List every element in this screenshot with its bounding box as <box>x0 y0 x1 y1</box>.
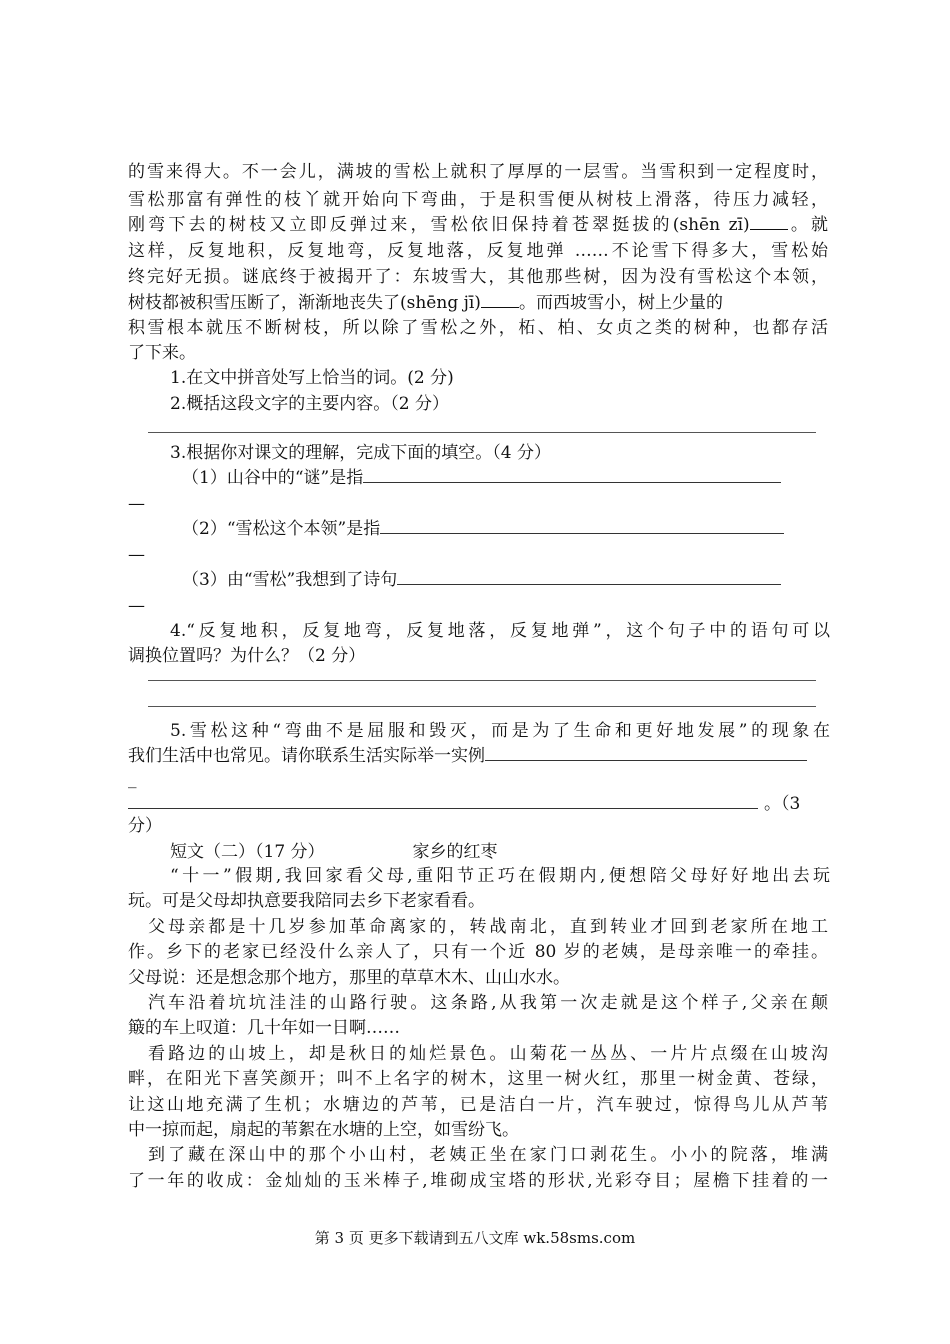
passage1-line: 了下来。 <box>128 343 196 363</box>
passage-title: 家乡的红枣 <box>412 842 498 862</box>
passage2-line: 父母说：还是想念那个地方，那里的草草木木、山山水水。 <box>128 968 570 988</box>
passage1-text: 刚弯下去的树枝又立即反弹过来，雪松依旧保持着苍翠挺拔的(shēn zī) <box>128 215 750 235</box>
passage1-text: 树枝都被积雪压断了，渐渐地丧失了(shēng jī) <box>128 293 481 313</box>
question-5-text: 我们生活中也常见。请你联系生活实际举一实例 <box>128 746 485 766</box>
question-4-cont: 调换位置吗？为什么？（2 分） <box>128 646 366 666</box>
question-5: 5.雪松这种“弯曲不是屈服和毁灭，而是为了生命和更好地发展”的现象在 <box>170 721 830 741</box>
question-5-score: 。（3 <box>764 794 801 814</box>
passage2-heading <box>170 840 830 864</box>
passage2-line: 看路边的山坡上，却是秋日的灿烂景色。山菊花一丛丛、一片片点缀在山坡沟 <box>148 1044 828 1064</box>
wrap-dash: _ <box>128 769 137 789</box>
passage1-text: 。而西坡雪小，树上少量的 <box>518 293 723 313</box>
passage1-line: 雪松那富有弹性的枝丫就开始向下弯曲，于是积雪便从树枝上滑落，待压力减轻， <box>128 190 828 210</box>
question-5-cont <box>128 744 828 768</box>
passage1-text: 。就 <box>787 215 829 235</box>
answer-line-q2[interactable] <box>148 432 816 433</box>
question-5-answer-row <box>128 792 828 816</box>
page-footer: 第 3 页 更多下载请到五八文库 wk.58sms.com <box>314 1229 636 1247</box>
wrap-dash: — <box>128 494 145 514</box>
answer-blank-shenzi[interactable] <box>750 215 788 230</box>
question-3: 3.根据你对课文的理解，完成下面的填空。（4 分） <box>170 443 551 463</box>
question-3-3-text: （3）由“雪松”我想到了诗句 <box>182 570 398 590</box>
answer-line-q5-a[interactable] <box>485 746 807 761</box>
question-1: 1.在文中拼音处写上恰当的词。(2 分) <box>170 368 454 388</box>
passage2-line: 让这山地充满了生机；水塘边的芦苇，已是洁白一片，汽车驶过，惊得鸟儿从芦苇 <box>128 1095 828 1115</box>
passage1-line: 终完好无损。谜底终于被揭开了：东坡雪大，其他那些树，因为没有雪松这个本领， <box>128 267 828 287</box>
question-2: 2.概括这段文字的主要内容。（2 分） <box>170 394 449 414</box>
question-3-1 <box>182 466 828 490</box>
passage2-line: 中一掠而起，扇起的苇絮在水塘的上空，如雪纷飞。 <box>128 1120 519 1140</box>
passage2-line: 作。乡下的老家已经没什么亲人了，只有一个近 80 岁的老姨，是母亲唯一的牵挂。 <box>128 942 828 962</box>
passage1-line <box>128 291 828 315</box>
answer-line-q4-a[interactable] <box>148 680 816 681</box>
question-3-3 <box>182 568 828 592</box>
answer-line-q5-b[interactable] <box>128 794 758 809</box>
question-5-score-unit: 分） <box>128 816 162 836</box>
passage1-line: 积雪根本就压不断树枝，所以除了雪松之外，柘、柏、女贞之类的树种，也都存活 <box>128 318 828 338</box>
passage1-line: 的雪来得大。不一会儿，满坡的雪松上就积了厚厚的一层雪。当雪积到一定程度时， <box>128 162 828 182</box>
answer-line-q4-b[interactable] <box>148 706 816 707</box>
passage2-line: 汽车沿着坑坑洼洼的山路行驶。这条路,从我第一次走就是这个样子,父亲在颠 <box>148 993 828 1013</box>
passage1-line: 这样，反复地积，反复地弯，反复地落，反复地弹 ……不论雪下得多大，雪松始 <box>128 241 828 261</box>
passage2-line: 到了藏在深山中的那个小山村，老姨正坐在家门口剥花生。小小的院落，堆满 <box>148 1145 828 1165</box>
question-3-1-text: （1）山谷中的“谜”是指 <box>182 468 364 488</box>
wrap-dash: — <box>128 545 145 565</box>
answer-line-q3-1[interactable] <box>363 468 781 483</box>
passage2-line: 簸的车上叹道：几十年如一日啊…… <box>128 1018 400 1038</box>
answer-blank-shengji[interactable] <box>481 293 519 308</box>
answer-line-q3-2[interactable] <box>380 519 784 534</box>
question-3-2-text: （2）“雪松这个本领”是指 <box>182 519 381 539</box>
passage2-line: 了一年的收成：金灿灿的玉米棒子,堆砌成宝塔的形状,光彩夺目；屋檐下挂着的一 <box>128 1171 828 1191</box>
question-3-2 <box>182 517 828 541</box>
passage2-line: 畔，在阳光下喜笑颜开；叫不上名字的树木，这里一树火红，那里一树金黄、苍绿， <box>128 1069 828 1089</box>
question-4: 4.“反复地积，反复地弯，反复地落，反复地弹”，这个句子中的语句可以 <box>170 621 830 641</box>
answer-line-q3-3[interactable] <box>397 570 781 585</box>
passage2-line: 玩。可是父母却执意要我陪同去乡下老家看看。 <box>128 891 485 911</box>
section-heading: 短文（二）（17 分） <box>170 842 325 862</box>
wrap-dash: — <box>128 596 145 616</box>
passage1-line <box>128 213 828 237</box>
passage2-line: 父母亲都是十几岁参加革命离家的，转战南北，直到转业才回到老家所在地工 <box>148 917 828 937</box>
passage2-line: “十一”假期,我回家看父母,重阳节正巧在假期内,便想陪父母好好地出去玩 <box>170 866 830 886</box>
